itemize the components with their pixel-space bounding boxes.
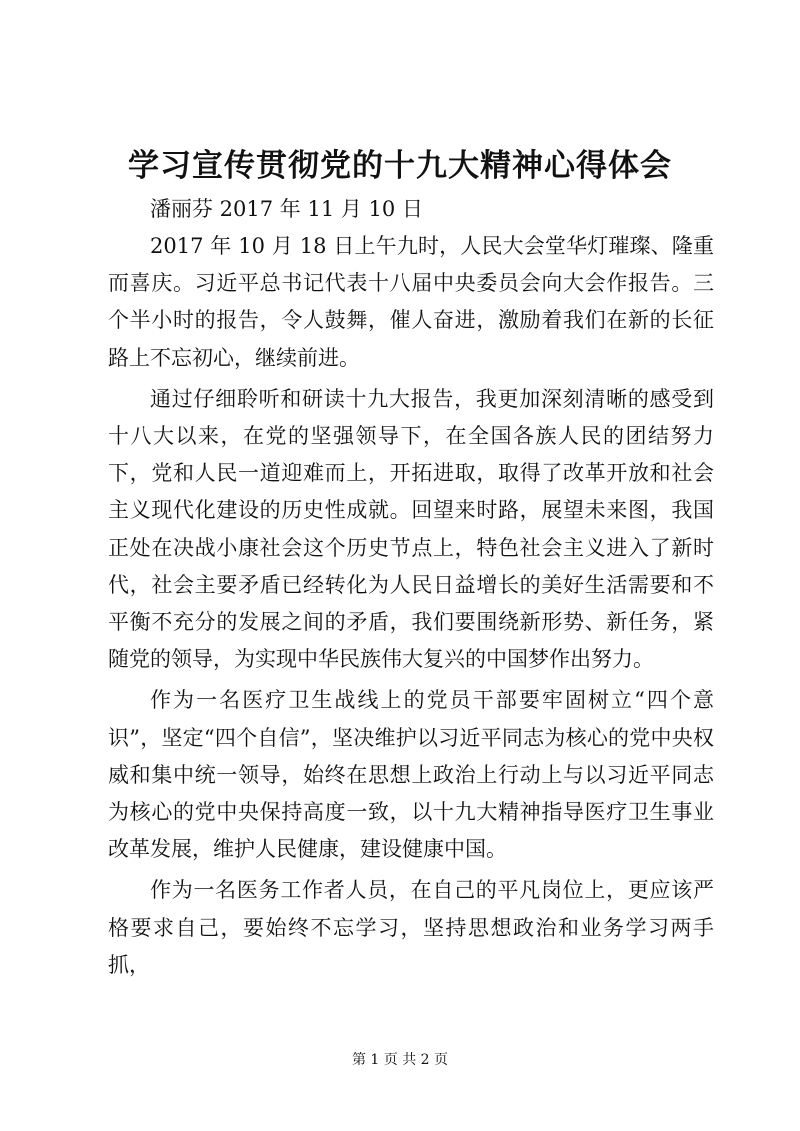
paragraph: 2017 年 10 月 18 日上午九时，人民大会堂华灯璀璨、隆重而喜庆。习近平总书记代表十八届中央委员会向大会作报告。三个半小时的报告，令人鼓舞，催人奋进，激励着我们在新的长征路上不忘初心，继续前进。 xyxy=(108,234,714,370)
paragraph: 通过仔细聆听和研读十九大报告，我更加深刻清晰的感受到十八大以来，在党的坚强领导下，在全国各族人民的团结努力下，党和人民一道迎难而上，开拓进取，取得了改革开放和社会主义现代化建设的历史性成就。回望来时路，展望未来图，我国正处在决战小康社会这个历史节点上，特色社会主义进入了新时代，社会主要矛盾已经转化为人民日益增长的美好生活需要和不平衡不充分的发展之间的矛盾，我们要围绕新形势、新任务，紧随党的领导，为实现中华民族伟大复兴的中国梦作出努力。 xyxy=(108,386,714,672)
paragraph: 作为一名医疗卫生战线上的党员干部要牢固树立“四个意识”，坚定“四个自信”，坚决维护以习近平同志为核心的党中央权威和集中统一领导，始终在思想上政治上行动上与以习近平同志为核心的党中央保持高度一致，以十九大精神指导医疗卫生事业改革发展，维护人民健康，建设健康中国。 xyxy=(108,688,714,862)
document-title: 学习宣传贯彻党的十九大精神心得体会 xyxy=(128,148,672,184)
document-body xyxy=(108,228,714,988)
paragraph: 作为一名医务工作者人员，在自己的平凡岗位上，更应该严格要求自己，要始终不忘学习，坚持思想政治和业务学习两手抓， xyxy=(108,878,714,977)
author-date-line: 潘丽芬 2017 年 11 月 10 日 xyxy=(150,197,423,221)
page-footer: 第 1 页 共 2 页 xyxy=(351,1052,449,1068)
